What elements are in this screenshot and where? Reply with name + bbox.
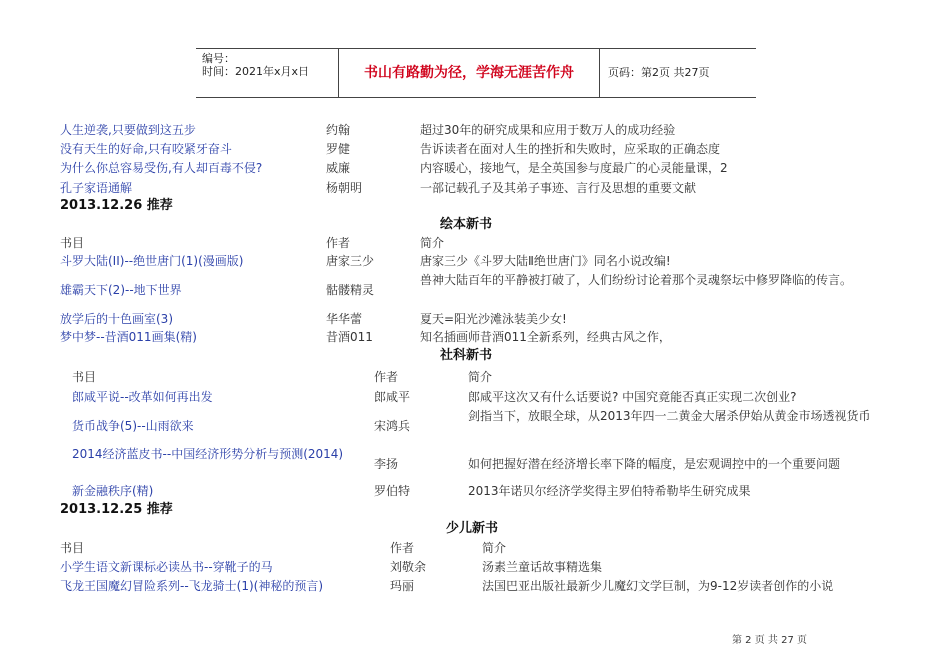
book-title[interactable]: 郎咸平说--改革如何再出发: [72, 390, 213, 404]
book-title[interactable]: 雄霸天下(2)--地下世界: [60, 283, 182, 297]
date-heading: 2013.12.26 推荐: [60, 198, 173, 213]
column-header-desc: 简介: [482, 541, 507, 555]
column-header-desc: 简介: [468, 370, 493, 384]
book-desc: 告诉读者在面对人生的挫折和失败时，应采取的正确态度: [420, 142, 721, 156]
book-title[interactable]: 放学后的十色画室(3): [60, 312, 173, 326]
book-desc: 如何把握好潜在经济增长率下降的幅度，是宏观调控中的一个重要问题: [468, 457, 841, 471]
book-desc: 唐家三少《斗罗大陆Ⅱ绝世唐门》同名小说改编!: [420, 254, 671, 268]
book-title[interactable]: 没有天生的好命,只有咬紧牙奋斗: [60, 142, 232, 156]
book-author: 威廉: [326, 161, 351, 175]
book-desc: 内容暖心，接地气，是全英国参与度最广的心灵能量课，2: [420, 161, 728, 175]
book-title[interactable]: 人生逆袭,只要做到这五步: [60, 123, 196, 137]
book-author: 骷髅精灵: [326, 283, 375, 297]
header-meta: [196, 49, 338, 97]
column-header-title: 书目: [72, 370, 97, 384]
book-desc: 一部记载孔子及其弟子事迹、言行及思想的重要文献: [420, 181, 697, 195]
book-author: 李扬: [374, 457, 399, 471]
book-desc: 知名插画师昔酒011全新系列，经典古风之作，: [420, 330, 671, 344]
book-title[interactable]: 小学生语文新课标必读丛书--穿靴子的马: [60, 560, 273, 574]
book-title[interactable]: 梦中梦--昔酒011画集(精): [60, 330, 197, 344]
column-header-title: 书目: [60, 541, 85, 555]
book-title[interactable]: 为什么你总容易受伤,有人却百毒不侵?: [60, 161, 263, 175]
book-desc: 汤素兰童话故事精选集: [482, 560, 603, 574]
column-header-author: 作者: [326, 236, 351, 250]
book-desc: 郎咸平这次又有什么话要说? 中国究竟能否真正实现二次创业?: [468, 390, 797, 404]
book-author: 唐家三少: [326, 254, 375, 268]
column-header-desc: 简介: [420, 236, 445, 250]
book-author: 罗伯特: [374, 484, 411, 498]
page-footer: 第 2 页 共 27 页: [732, 635, 807, 646]
book-author: 约翰: [326, 123, 351, 137]
column-header-author: 作者: [390, 541, 415, 555]
book-desc: 法国巴亚出版社最新少儿魔幻文学巨制，为9-12岁读者创作的小说: [482, 579, 834, 593]
book-author: 华华蕾: [326, 312, 363, 326]
book-desc: 兽神大陆百年的平静被打破了，人们纷纷讨论着那个灵魂祭坛中修罗降临的传言。: [420, 273, 853, 287]
page-info: 页码：第2页 共27页: [608, 66, 710, 79]
book-title[interactable]: 孔子家语通解: [60, 181, 133, 195]
time-label: 时间：2021年x月x日: [202, 65, 310, 78]
book-title[interactable]: 货币战争(5)--山雨欲来: [72, 419, 194, 433]
number-label: 编号：: [202, 52, 235, 65]
date-heading: 2013.12.25 推荐: [60, 502, 173, 517]
book-author: 刘敬余: [390, 560, 427, 574]
book-desc: 剑指当下，放眼全球，从2013年四一二黄金大屠杀伊始从黄金市场透视货币: [468, 409, 871, 423]
book-author: 罗健: [326, 142, 351, 156]
page-header: [196, 48, 756, 98]
book-desc: 2013年诺贝尔经济学奖得主罗伯特希勒毕生研究成果: [468, 484, 751, 498]
book-author: 郎咸平: [374, 390, 411, 404]
book-author: 杨朝明: [326, 181, 363, 195]
book-desc: 超过30年的研究成果和应用于数万人的成功经验: [420, 123, 676, 137]
book-title[interactable]: 飞龙王国魔幻冒险系列--飞龙骑士(1)(神秘的预言): [60, 579, 324, 593]
motto: 书山有路勤为径，学海无涯苦作舟: [364, 65, 574, 81]
book-title[interactable]: 新金融秩序(精): [72, 484, 154, 498]
column-header-title: 书目: [60, 236, 85, 250]
book-title[interactable]: 斗罗大陆(II)--绝世唐门(1)(漫画版): [60, 254, 244, 268]
book-author: 宋鸿兵: [374, 419, 411, 433]
column-header-author: 作者: [374, 370, 399, 384]
book-title[interactable]: 2014经济蓝皮书--中国经济形势分析与预测(2014): [72, 447, 344, 461]
section-heading-kids: 少儿新书: [446, 521, 499, 536]
header-motto-cell: [338, 49, 600, 97]
book-author: 玛丽: [390, 579, 415, 593]
book-author: 昔酒011: [326, 330, 373, 344]
book-desc: 夏天=阳光沙滩泳装美少女!: [420, 312, 567, 326]
section-heading-picture: 绘本新书: [440, 217, 493, 232]
section-heading-social: 社科新书: [440, 348, 493, 363]
